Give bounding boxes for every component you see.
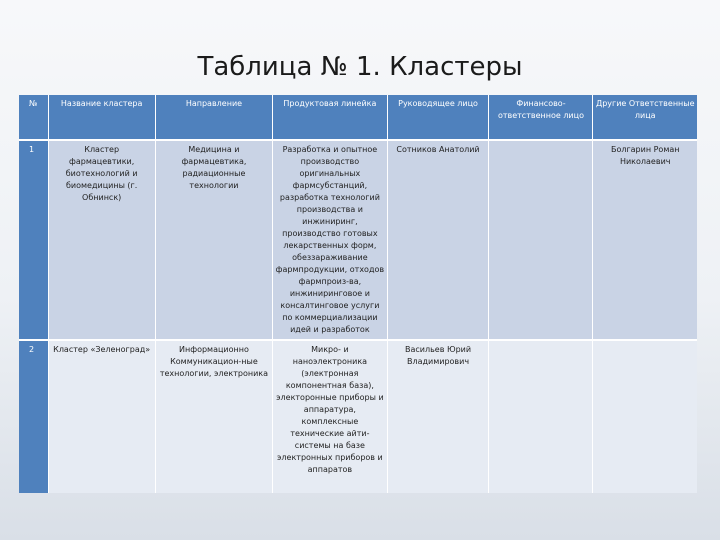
header-cluster-name: Название кластера [48, 95, 155, 140]
table-header-row [19, 95, 697, 140]
cluster-direction: Медицина и фармацевтика, радиационные технологии [155, 140, 273, 340]
cluster-name: Кластер «Зеленоград» [48, 340, 155, 493]
cluster-products: Микро- и наноэлектроника (электронная компонентная база), электоронные приборы и аппаратура, комплексные технические айти-системы на базе электронных приборов и аппаратов [273, 340, 387, 493]
clusters-table [19, 95, 697, 493]
row-number: 2 [19, 340, 48, 493]
header-other-persons: Другие Ответственные лица [593, 95, 697, 140]
cluster-manager: Сотников Анатолий [387, 140, 489, 340]
header-product-line: Продуктовая линейка [273, 95, 387, 140]
cluster-products: Разработка и опытное производство оригинальных фармсубстанций, разработка технологий производства и инжиниринг, производство готовых лекарственных форм, обеззараживание фармпродукции, отходов фармпроиз-ва, инжиниринговое и консалтинговое услуги по коммерциализации идей и разработок [273, 140, 387, 340]
cluster-direction: Информационно Коммуникацион-ные технологии, электроника [155, 340, 273, 493]
table-row [19, 140, 697, 340]
header-finance-person: Финансово-ответственное лицо [489, 95, 593, 140]
cluster-finance-person [489, 340, 593, 493]
page-title: Таблица № 1. Кластеры [197, 52, 523, 82]
header-number: № [19, 95, 48, 140]
header-manager: Руководящее лицо [387, 95, 489, 140]
cluster-other-persons: Болгарин Роман Николаевич [593, 140, 697, 340]
cluster-manager: Васильев Юрий Владимирович [387, 340, 489, 493]
table-row [19, 340, 697, 493]
cluster-finance-person [489, 140, 593, 340]
cluster-other-persons [593, 340, 697, 493]
header-direction: Направление [155, 95, 273, 140]
row-number: 1 [19, 140, 48, 340]
cluster-name: Кластер фармацевтики, биотехнологий и биомедицины (г. Обнинск) [48, 140, 155, 340]
